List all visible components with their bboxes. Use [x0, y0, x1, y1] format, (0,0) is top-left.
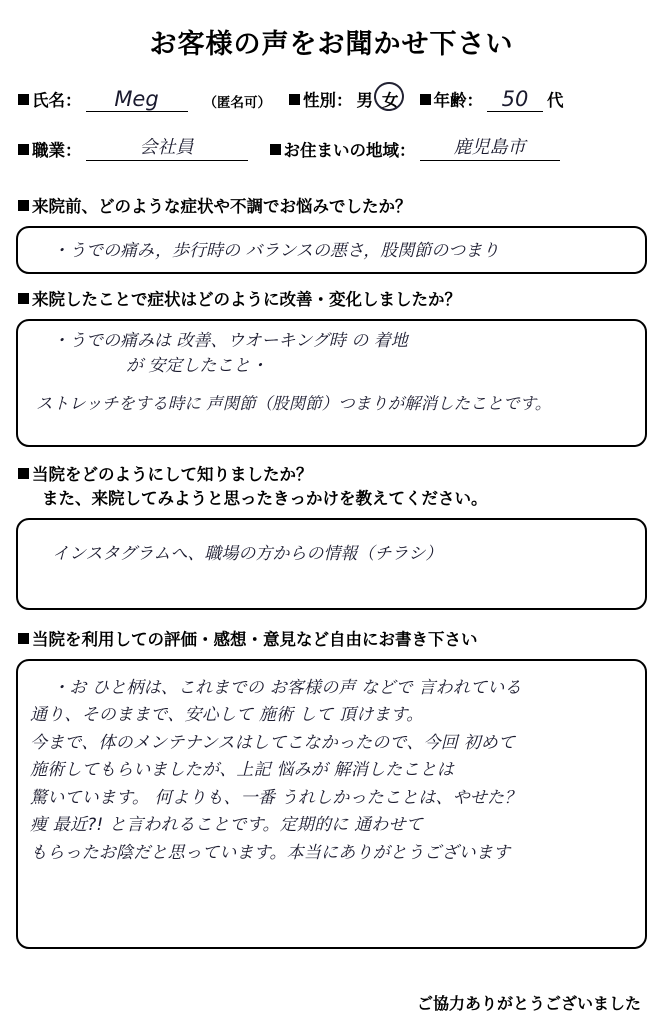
gender-option-female[interactable]: 女 [377, 87, 404, 111]
footer-thanks: ご協力ありがとうございました [416, 994, 641, 1013]
question-3-subheading: また、来院してみようと思ったきっかけを教えてください。 [42, 488, 488, 508]
area-value[interactable]: 鹿児島市 [420, 133, 560, 161]
question-1-answer-box[interactable] [16, 226, 647, 274]
question-2-heading: 来院したことで症状はどのように改善・変化しましたか？ [0, 288, 663, 312]
answer-line: 痩 最近?! と言われることです。定期的に 通わせて [30, 815, 423, 836]
answer-line: 施術してもらいましたが、上記 悩みが 解消したことは [30, 760, 455, 781]
profile-row-1 [0, 87, 663, 111]
square-bullet-icon [18, 144, 29, 155]
question-2-answer-box[interactable] [16, 319, 647, 447]
question-4-answer-box[interactable] [16, 659, 647, 949]
square-bullet-icon [18, 468, 29, 479]
square-bullet-icon [270, 144, 281, 155]
name-label: 氏名： [18, 87, 82, 111]
page-title: お客様の声をお聞かせ下さい [149, 29, 514, 60]
job-label: 職業： [18, 137, 82, 161]
gender-option-male[interactable]: 男 [356, 91, 373, 110]
answer-line: が 安定したこと・ [126, 356, 268, 377]
answer-line: もらったお陰だと思っています。本当にありがとうございます [30, 842, 511, 863]
square-bullet-icon [18, 633, 29, 644]
gender-label: 性別： [289, 87, 353, 111]
name-value[interactable]: Meg [86, 89, 188, 112]
answer-line: インスタグラムへ、職場の方からの情報（チラシ） [52, 543, 443, 564]
answer-line: 今まで、体のメンテナンスはしてこなかったので、今回 初めて [30, 732, 516, 753]
square-bullet-icon [289, 94, 300, 105]
answer-line: 驚いています。 何よりも、一番 うれしかったことは、やせた？ [30, 787, 522, 808]
job-value[interactable]: 会社員 [86, 133, 248, 161]
question-4-heading: 当院を利用しての評価・感想・意見など自由にお書き下さい [0, 628, 663, 652]
answer-line: ストレッチをする時に 声関節（股関節）つまりが解消したことです。 [36, 393, 552, 413]
question-3-answer-box[interactable] [16, 518, 647, 610]
square-bullet-icon [18, 293, 29, 304]
answer-line: ・お ひと柄は、これまでの お客様の声 などで 言われている [52, 677, 522, 698]
anonymous-note: （匿名可） [203, 95, 271, 111]
profile-row-2 [0, 133, 663, 161]
area-label: お住まいの地域： [270, 137, 416, 161]
square-bullet-icon [420, 94, 431, 105]
answer-line: ・うでの痛み，歩行時の バランスの悪さ，股関節のつまり [52, 240, 500, 261]
square-bullet-icon [18, 200, 29, 211]
question-3-heading: 当院をどのようにして知りましたか？ また、来院してみようと思ったきっかけを教えてください。 [0, 463, 663, 511]
age-label: 年齢： [420, 87, 484, 111]
age-value[interactable]: 50 [487, 89, 543, 112]
question-1-heading: 来院前、どのような症状や不調でお悩みでしたか？ [0, 195, 663, 219]
square-bullet-icon [18, 94, 29, 105]
answer-line: 通り、そのままで、安心して 施術 して 頂けます。 [30, 705, 424, 726]
answer-line: ・うでの痛みは 改善、ウオーキング時 の 着地 [52, 330, 408, 351]
age-unit: 代 [547, 91, 564, 110]
